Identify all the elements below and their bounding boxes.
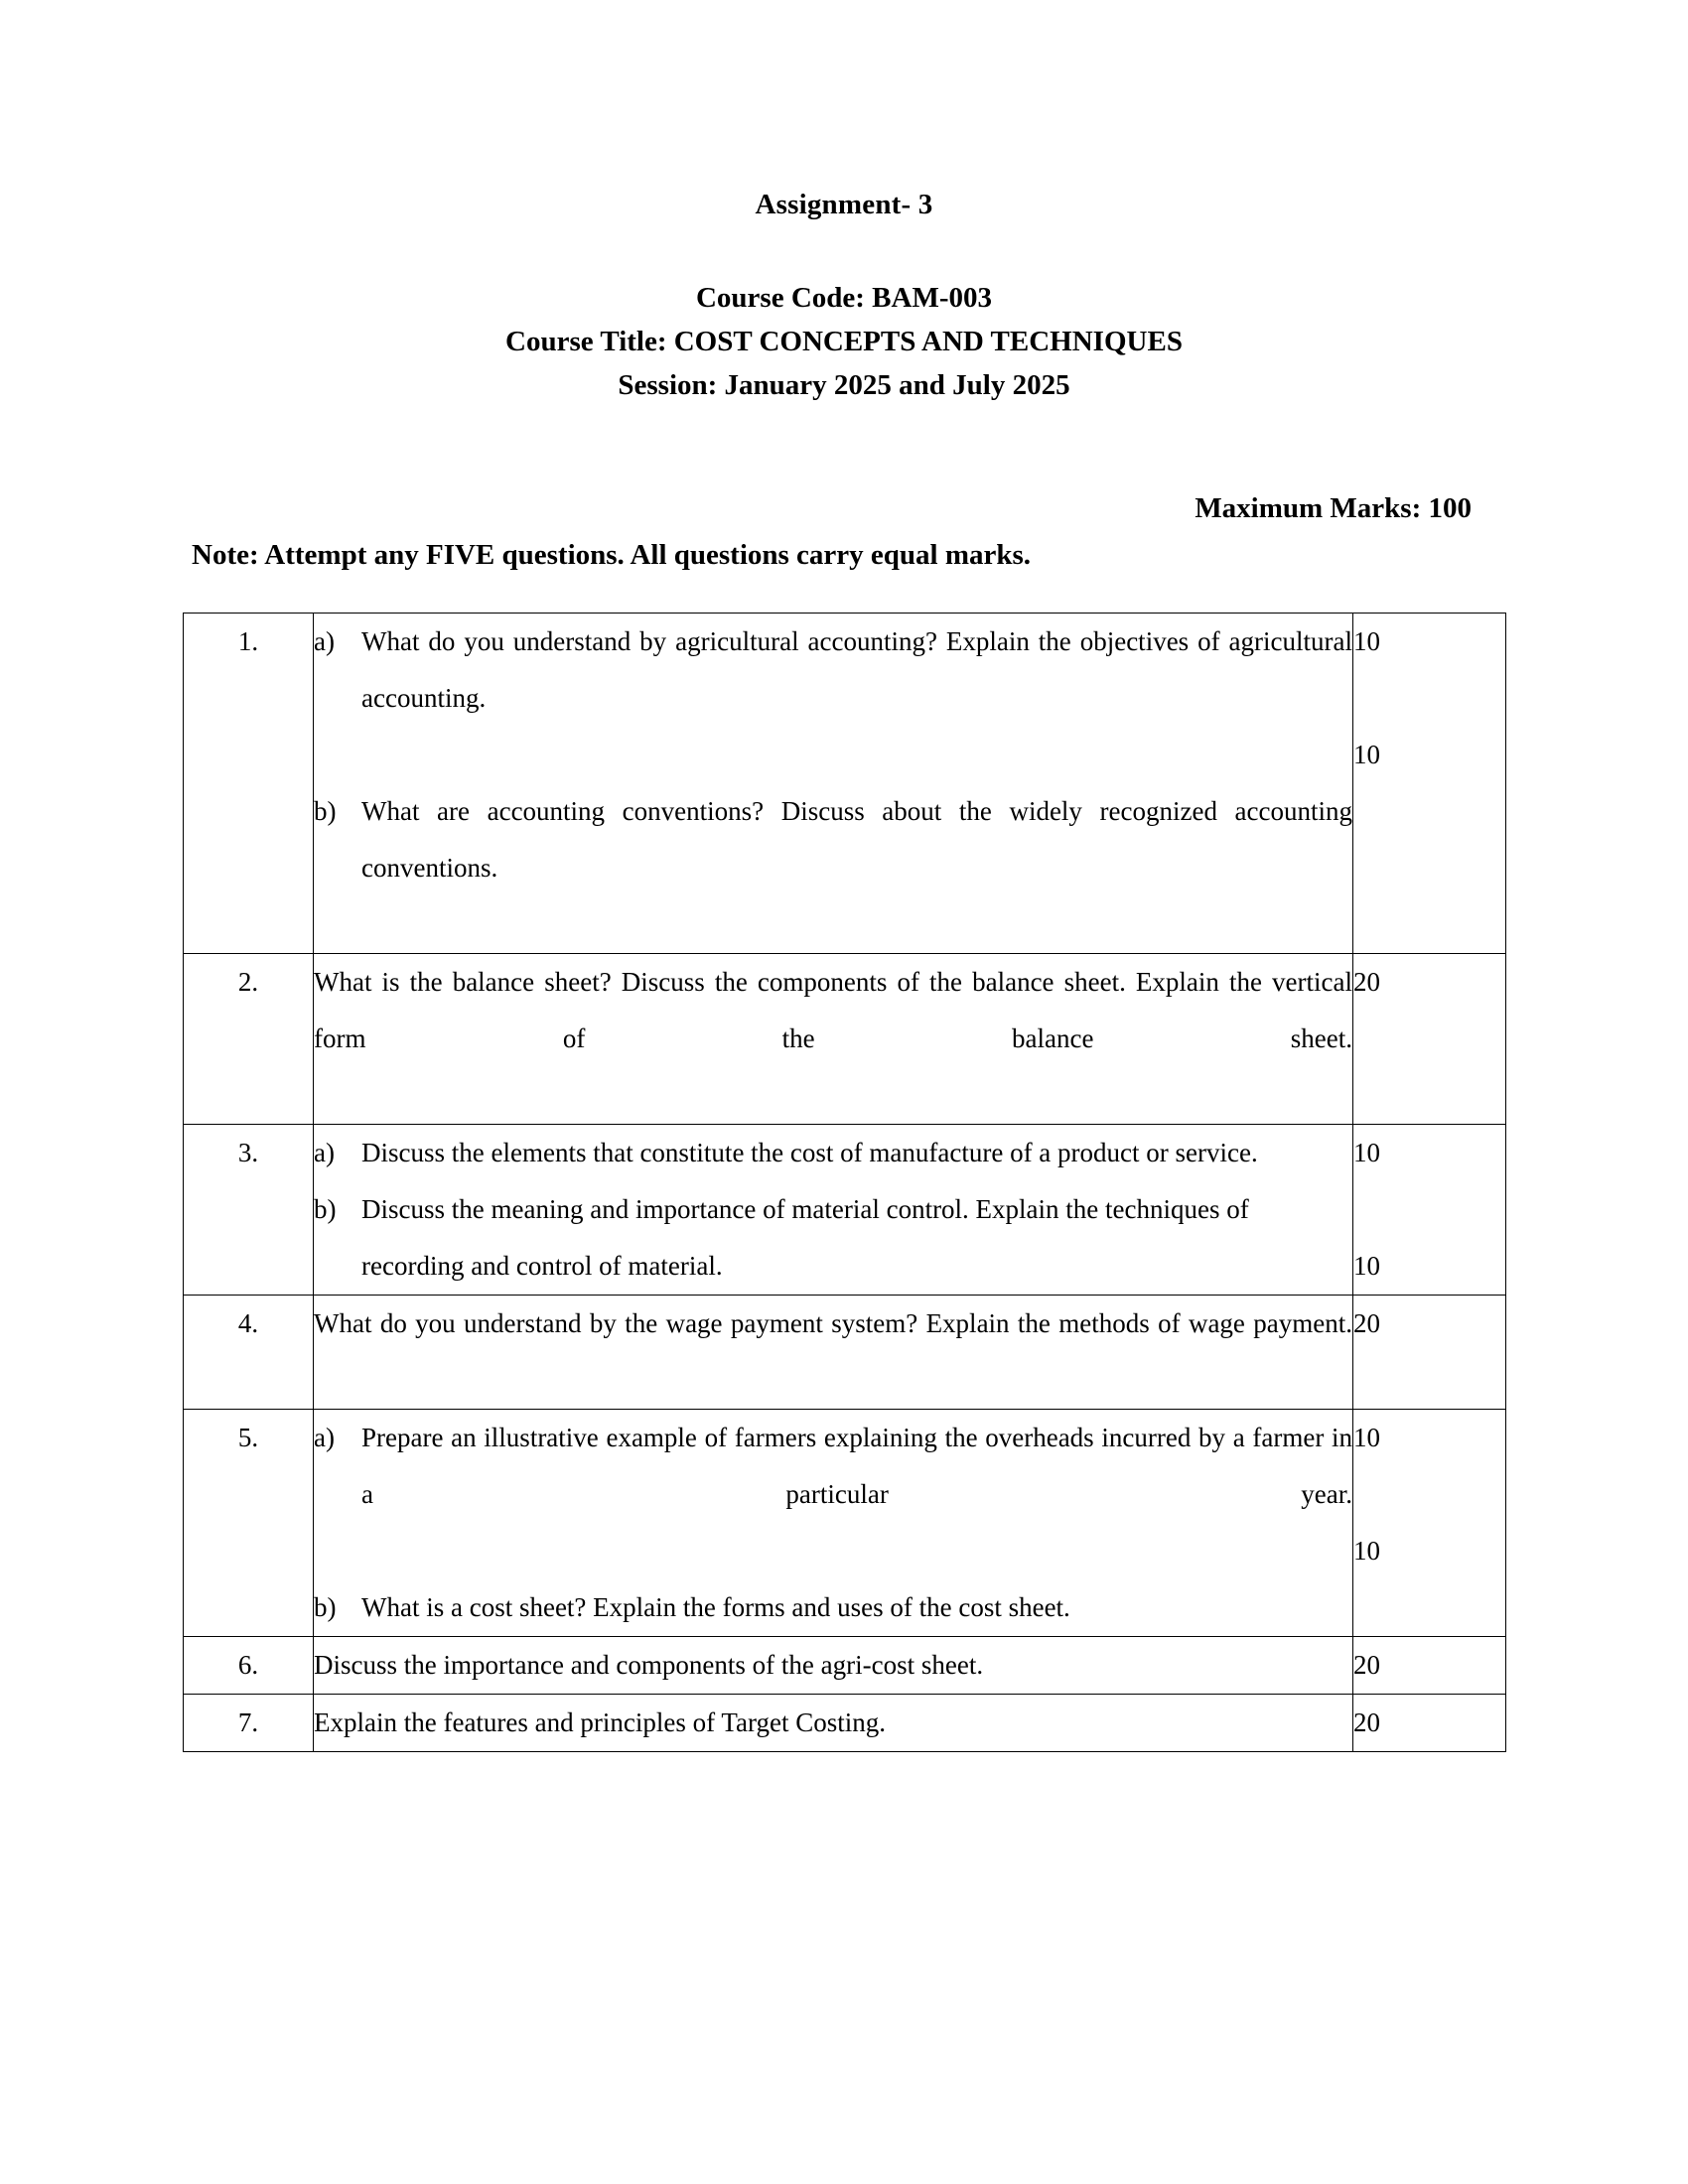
part-text: Discuss the meaning and importance of material control. Explain the techniques of recording and control of material.: [361, 1194, 1249, 1281]
question-body: [314, 1410, 1353, 1637]
question-part: [314, 783, 1352, 953]
question-number: 1.: [184, 614, 314, 954]
part-text: What is a cost sheet? Explain the forms and uses of the cost sheet.: [361, 1592, 1070, 1622]
question-part: [314, 954, 1352, 1124]
table-row: [184, 1125, 1506, 1296]
course-title-line: Course Title: COST CONCEPTS AND TECHNIQUES: [505, 326, 1183, 357]
part-text: What are accounting conventions? Discuss about the widely recognized accounting conventions.: [361, 796, 1352, 883]
marks-cell: [1353, 1637, 1506, 1695]
part-text: Discuss the elements that constitute the cost of manufacture of a product or service.: [361, 1138, 1258, 1167]
table-row: [184, 954, 1506, 1125]
question-number: 4.: [184, 1296, 314, 1410]
marks-value: 10: [1353, 1138, 1380, 1167]
question-number: 2.: [184, 954, 314, 1125]
question-number: 5.: [184, 1410, 314, 1637]
question-number: 6.: [184, 1637, 314, 1695]
marks-cell: [1353, 1410, 1506, 1637]
question-part: [314, 614, 1352, 783]
part-text: What is the balance sheet? Discuss the components of the balance sheet. Explain the vertical form of the balance sheet.: [314, 967, 1352, 1053]
marks-cell: [1353, 614, 1506, 954]
part-marker: b): [314, 1592, 337, 1622]
note-instruction: Note: Attempt any FIVE questions. All questions carry equal marks.: [192, 539, 1032, 571]
marks-value: 10: [1353, 1423, 1380, 1452]
part-marker: a): [314, 1138, 335, 1167]
marks-value: 20: [1353, 1308, 1380, 1338]
part-marker: b): [314, 1194, 337, 1224]
maximum-marks: Maximum Marks: 100: [1195, 492, 1472, 524]
question-body: [314, 1637, 1353, 1695]
marks-value: 20: [1353, 1650, 1380, 1680]
part-marker: a): [314, 1423, 335, 1452]
question-part: [314, 1637, 1352, 1694]
part-text: Discuss the importance and components of the agri-cost sheet.: [314, 1650, 984, 1680]
part-text: What do you understand by the wage payment system? Explain the methods of wage payment.: [314, 1308, 1352, 1338]
marks-cell: [1353, 954, 1506, 1125]
question-body: [314, 1296, 1353, 1410]
marks-value: 20: [1353, 967, 1380, 997]
table-row: [184, 1410, 1506, 1637]
question-part: [314, 1181, 1352, 1295]
marks-value: 10: [1353, 1536, 1380, 1566]
marks-value: 10: [1353, 1251, 1380, 1281]
marks-value: 10: [1353, 740, 1380, 769]
part-marker: b): [314, 796, 337, 826]
part-marker: a): [314, 626, 335, 656]
session-line: Session: January 2025 and July 2025: [618, 369, 1070, 401]
question-body: [314, 1125, 1353, 1296]
part-text: What do you understand by agricultural accounting? Explain the objectives of agricultural accounting.: [361, 626, 1352, 713]
marks-value: 20: [1353, 1707, 1380, 1737]
question-number: 3.: [184, 1125, 314, 1296]
marks-value: 10: [1353, 626, 1380, 656]
assignment-title: Assignment- 3: [755, 189, 933, 220]
question-body: [314, 954, 1353, 1125]
question-part: [314, 1296, 1352, 1409]
question-part: [314, 1695, 1352, 1751]
question-body: [314, 614, 1353, 954]
marks-cell: [1353, 1695, 1506, 1752]
question-number: 7.: [184, 1695, 314, 1752]
course-code-line: Course Code: BAM-003: [695, 282, 992, 314]
question-part: [314, 1579, 1352, 1636]
question-part: [314, 1125, 1352, 1181]
course-header-block: [0, 276, 1688, 407]
question-body: [314, 1695, 1353, 1752]
table-row: [184, 614, 1506, 954]
table-row: [184, 1296, 1506, 1410]
marks-cell: [1353, 1296, 1506, 1410]
part-text: Explain the features and principles of Target Costing.: [314, 1707, 886, 1737]
part-text: Prepare an illustrative example of farmers explaining the overheads incurred by a farmer in a particular year.: [361, 1423, 1352, 1509]
table-row: [184, 1637, 1506, 1695]
table-row: [184, 1695, 1506, 1752]
question-part: [314, 1410, 1352, 1579]
marks-cell: [1353, 1125, 1506, 1296]
questions-table: [183, 613, 1506, 1752]
